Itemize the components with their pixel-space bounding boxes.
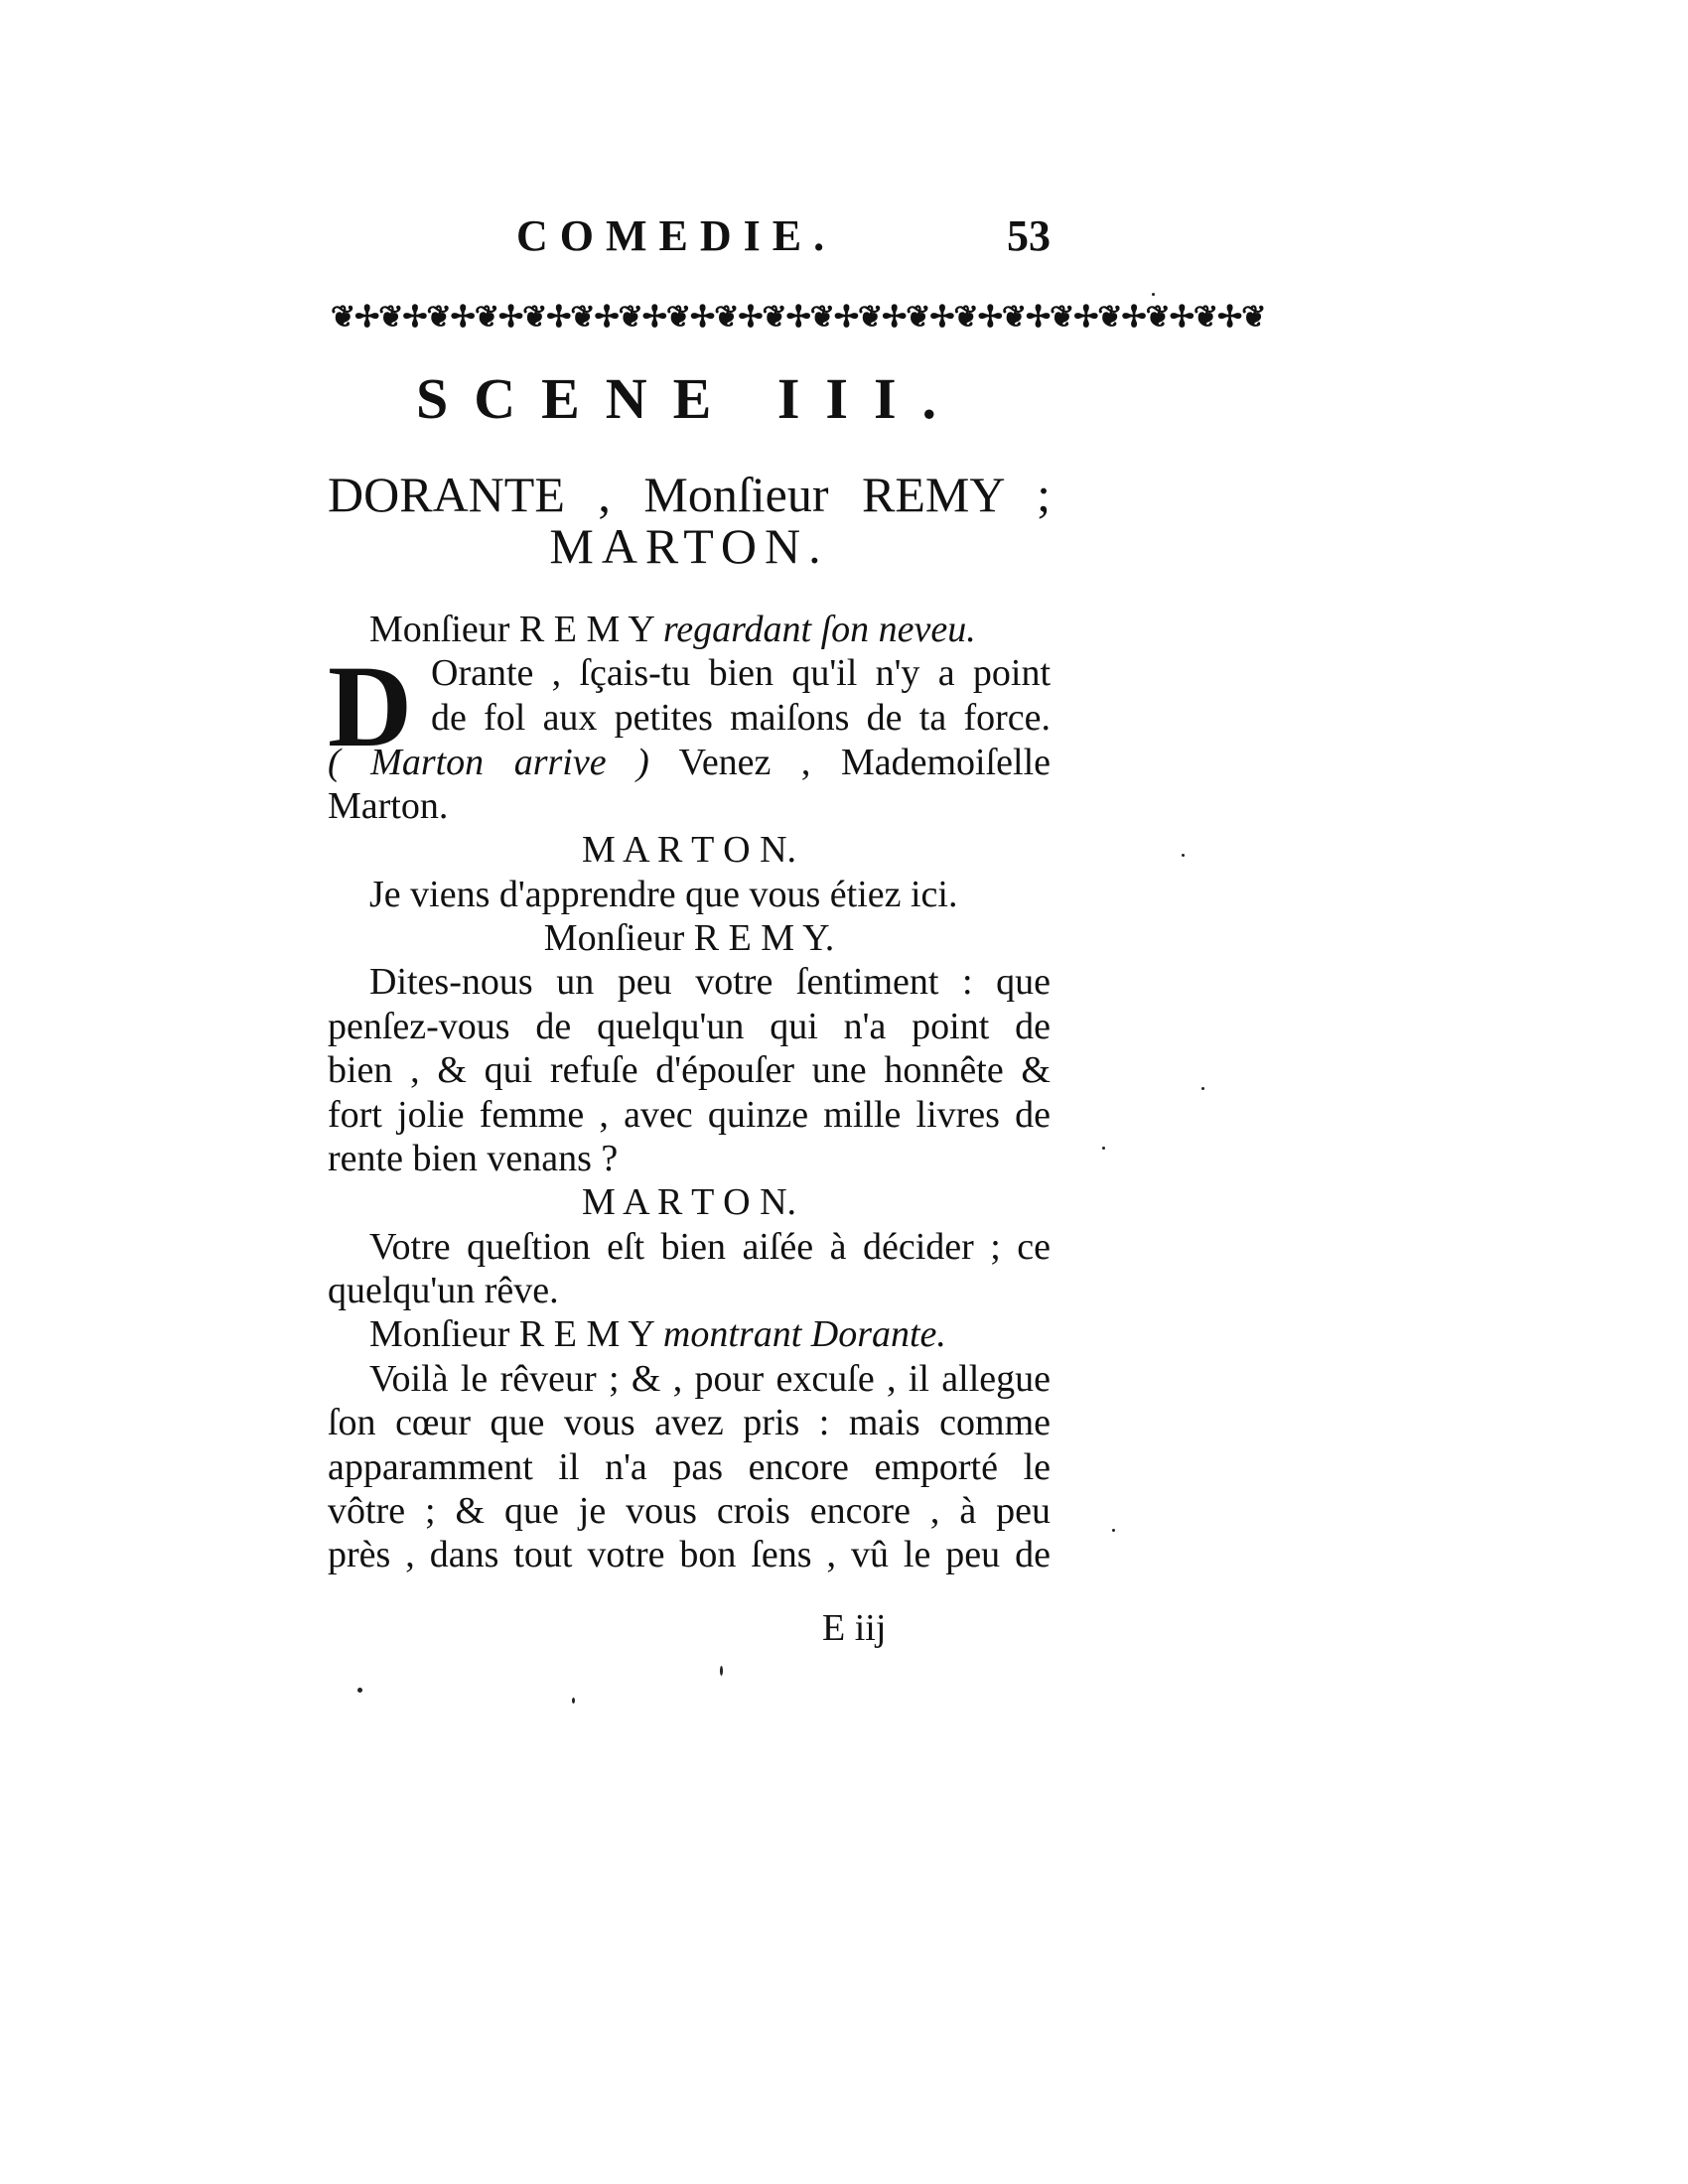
scan-speck (1152, 293, 1155, 296)
speaker-heading: M A R T O N. (581, 829, 797, 871)
scan-speck (1182, 854, 1185, 857)
scan-speck (1102, 1147, 1105, 1150)
text-line: Je viens d'apprendre que vous étiez ici. (369, 874, 958, 915)
text-line: quelqu'un rêve. (328, 1270, 559, 1311)
text-line: bien , & qui refuſe d'épouſer une honnête & (328, 1049, 1051, 1091)
text-line: Votre queſtion eſt bien aiſée à décider ; ce (369, 1226, 1051, 1268)
speaker-heading (328, 608, 1051, 651)
text-line: apparamment il n'a pas encore emporté le (328, 1446, 1051, 1488)
signature-mark: E iij (822, 1607, 887, 1649)
text-line: Marton. (328, 785, 449, 827)
scan-speck (720, 1666, 723, 1676)
text-line: fort jolie femme , avec quinze mille livres de (328, 1094, 1051, 1136)
text-line: Voilà le rêveur ; & , pour excuſe , il allegue (369, 1358, 1051, 1400)
text-line: Dites-nous un peu votre ſentiment : que (369, 961, 1051, 1003)
text-line: Orante , ſçais-tu bien qu'il n'y a point (431, 652, 1051, 694)
text-line: penſez-vous de quelqu'un qui n'a point de (328, 1006, 1051, 1047)
text-line: près , dans tout votre bon ſens , vû le peu de (328, 1534, 1051, 1575)
text-line: vôtre ; & que je vous crois encore , à peu (328, 1490, 1051, 1532)
speaker-heading (328, 1312, 1051, 1356)
speaker-heading: Monſieur R E M Y. (543, 917, 835, 959)
text-line: ſon cœur que vous avez pris : mais comme (328, 1402, 1051, 1443)
cast-list: DORANTE , Monſieur REMY ; (328, 467, 1051, 522)
scan-speck (572, 1698, 575, 1704)
page-number: 53 (1007, 211, 1051, 260)
ornamental-band: ❦✢❦✢❦✢❦✢❦✢❦✢❦✢❦✢❦✢❦✢❦✢❦✢❦✢❦✢❦✢❦✢❦✢❦✢❦✢❦ (331, 301, 1266, 334)
scan-speck (357, 1688, 362, 1693)
speaker-name: Monſieur R E M Y (369, 609, 663, 650)
scene-title: SCENE III. (415, 366, 963, 431)
stage-direction: regardant ſon neveu. (662, 609, 976, 650)
text-line: rente bien venans ? (328, 1138, 619, 1179)
running-title: COMEDIE. (516, 211, 837, 260)
stage-direction: ( Marton arrive ) (328, 742, 649, 783)
text-line (328, 741, 1051, 784)
speaker-name: Monſieur R E M Y (369, 1313, 663, 1355)
scan-speck (1112, 1529, 1115, 1532)
speaker-heading: M A R T O N. (581, 1181, 797, 1223)
drop-cap: D (328, 641, 413, 771)
cast-list-continued: MARTON. (549, 518, 829, 574)
text-line: de fol aux petites maiſons de ta force. (431, 697, 1051, 739)
stage-direction: montrant Dorante. (662, 1313, 946, 1355)
scan-speck (1201, 1087, 1204, 1090)
text-span: Venez , Mademoiſelle (648, 742, 1051, 783)
running-head (328, 206, 1051, 266)
